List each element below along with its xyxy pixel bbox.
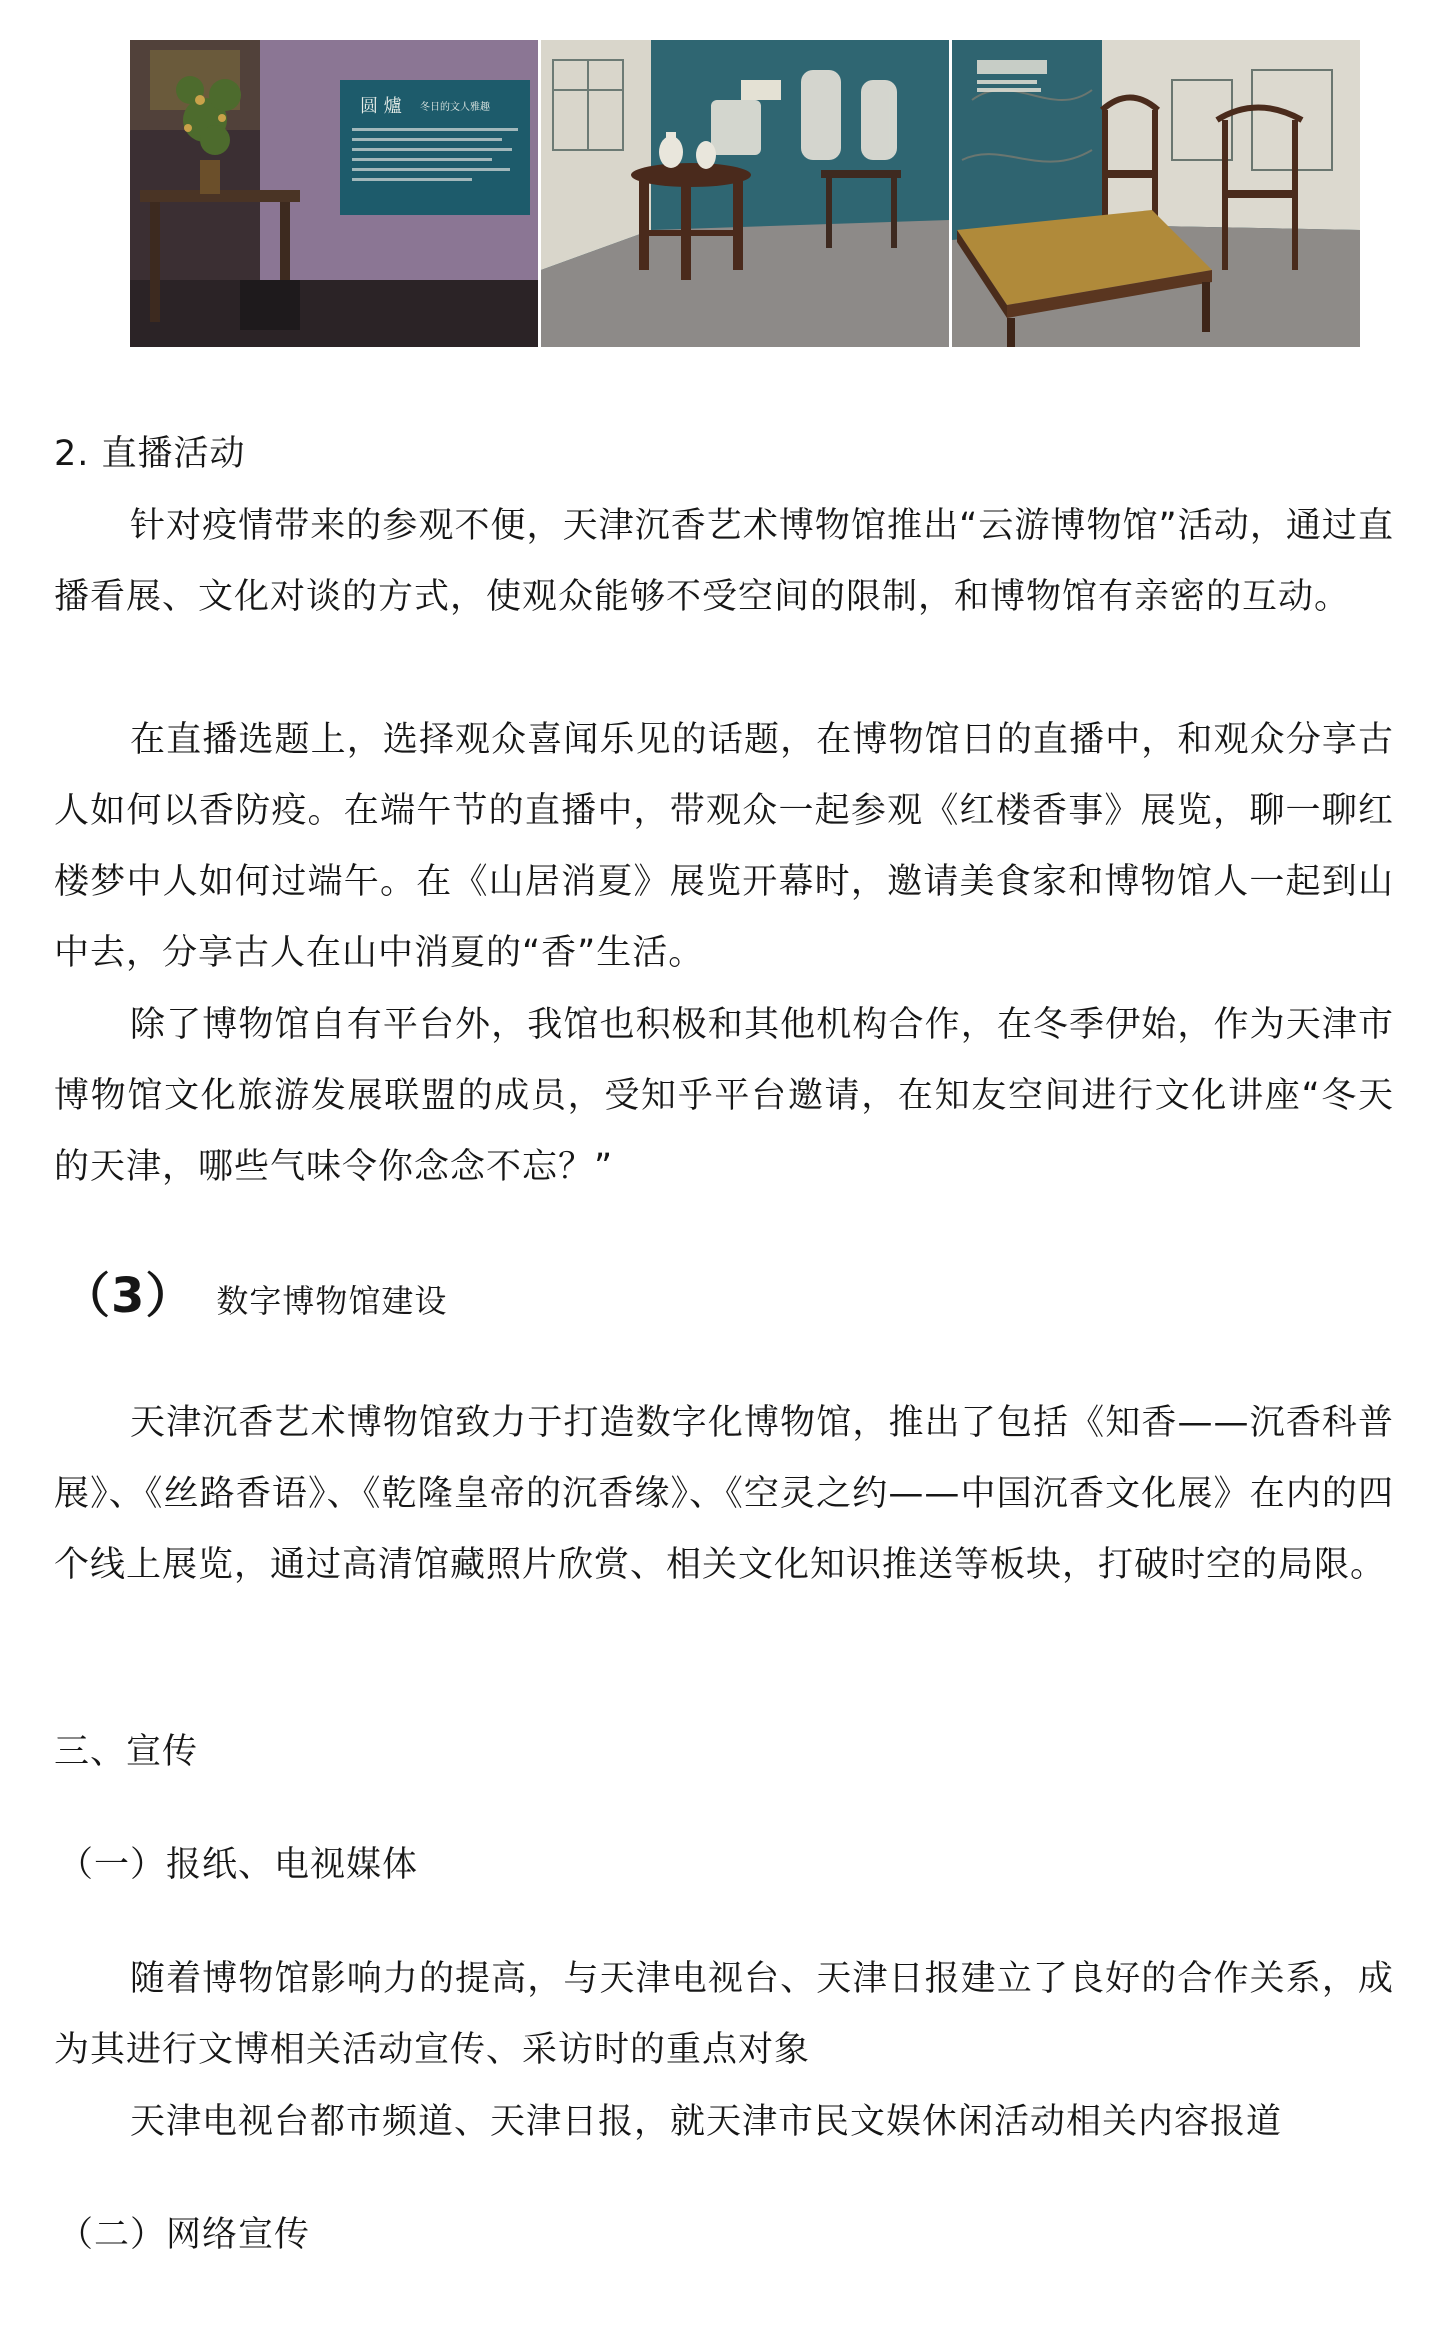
exhibition-photo-left [130,40,538,347]
network-heading: （二）网络宣传 [58,2215,311,2255]
exhibition-photo-right-image [952,40,1360,347]
live-paragraph-2: 在直播选题上，选择观众喜闻乐见的话题，在博物馆日的直播中，和观众分享古人如何以香防疫。在端午节的直播中，带观众一起参观《红楼香事》展览，聊一聊红楼梦中人如何过端午。在《山居消夏》展览开幕时，邀请美食家和博物馆人一起到山中去，分享古人在山中消夏的“香”生活。 [54,720,1394,973]
section-heading-digital [62,1266,1402,1331]
digital-paragraph: 天津沉香艺术博物馆致力于打造数字化博物馆，推出了包括《知香——沉香科普展》、《丝路香语》、《乾隆皇帝的沉香缘》、《空灵之约——中国沉香文化展》在内的四个线上展览，通过高清馆藏照片欣赏、相关文化知识推送等板块，打破时空的局限。 [54,1403,1394,1585]
media-paragraph-2: 天津电视台都市频道、天津日报，就天津市民文娱休闲活动相关内容报道 [130,2102,1283,2142]
section-number: （3） [62,1268,195,1324]
exhibition-photo-middle-image [541,40,949,347]
exhibition-photo-left-image [130,40,538,347]
media-heading: （一）报纸、电视媒体 [58,1845,419,1885]
exhibition-photo-strip [130,40,1360,347]
section-label: 数字博物馆建设 [216,1282,448,1320]
panel-subtitle: 冬日的文人雅趣 [420,102,490,113]
section-heading-live: 2. 直播活动 [54,434,246,474]
exhibition-photo-middle [541,40,949,347]
exhibition-photo-right [952,40,1360,347]
live-paragraph-1: 针对疫情带来的参观不便，天津沉香艺术博物馆推出“云游博物馆”活动，通过直播看展、文化对谈的方式，使观众能够不受空间的限制，和博物馆有亲密的互动。 [54,506,1394,617]
panel-title: 圆 爐 [360,96,402,117]
section-heading-publicity: 三、宣传 [54,1732,199,1772]
media-paragraph-1: 随着博物馆影响力的提高，与天津电视台、天津日报建立了良好的合作关系，成为其进行文博相关活动宣传、采访时的重点对象 [54,1959,1394,2070]
live-paragraph-3: 除了博物馆自有平台外，我馆也积极和其他机构合作，在冬季伊始，作为天津市博物馆文化旅游发展联盟的成员，受知乎平台邀请，在知友空间进行文化讲座“冬天的天津，哪些气味令你念念不忘？” [54,1005,1394,1187]
